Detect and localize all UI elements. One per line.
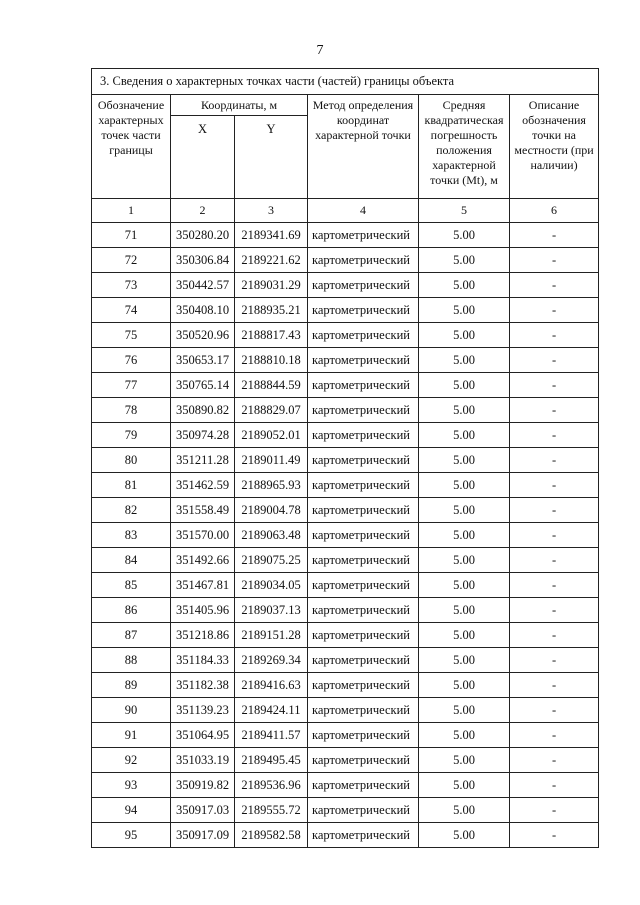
description-cell: -: [510, 323, 599, 348]
header-x: X: [171, 116, 235, 199]
table-row: [92, 523, 599, 548]
header-coordinates: Координаты, м: [171, 95, 308, 116]
x-coordinate-cell: 350408.10: [171, 298, 235, 323]
table-row: [92, 248, 599, 273]
header-y: Y: [235, 116, 308, 199]
y-coordinate-cell: 2188844.59: [235, 373, 308, 398]
error-cell: 5.00: [419, 498, 510, 523]
description-cell: -: [510, 623, 599, 648]
description-cell: -: [510, 273, 599, 298]
y-coordinate-cell: 2188810.18: [235, 348, 308, 373]
table-body: [92, 223, 599, 848]
y-coordinate-cell: 2189052.01: [235, 423, 308, 448]
table-row: [92, 673, 599, 698]
table-row: [92, 348, 599, 373]
method-cell: картометрический: [308, 548, 419, 573]
method-cell: картометрический: [308, 623, 419, 648]
description-cell: -: [510, 398, 599, 423]
x-coordinate-cell: 351139.23: [171, 698, 235, 723]
table-row: [92, 698, 599, 723]
header-row: [92, 95, 599, 116]
description-cell: -: [510, 698, 599, 723]
x-coordinate-cell: 350442.57: [171, 273, 235, 298]
table-row: [92, 798, 599, 823]
point-number-cell: 82: [92, 498, 171, 523]
y-coordinate-cell: 2188829.07: [235, 398, 308, 423]
table-row: [92, 448, 599, 473]
table-row: [92, 298, 599, 323]
column-number: 3: [235, 199, 308, 223]
point-number-cell: 86: [92, 598, 171, 623]
point-number-cell: 90: [92, 698, 171, 723]
point-number-cell: 76: [92, 348, 171, 373]
y-coordinate-cell: 2189075.25: [235, 548, 308, 573]
y-coordinate-cell: 2189424.11: [235, 698, 308, 723]
page-number: 7: [316, 43, 324, 58]
error-cell: 5.00: [419, 573, 510, 598]
point-number-cell: 75: [92, 323, 171, 348]
error-cell: 5.00: [419, 673, 510, 698]
header-point-designation: Обозначение характерных точек части границы: [92, 95, 171, 199]
method-cell: картометрический: [308, 473, 419, 498]
point-number-cell: 77: [92, 373, 171, 398]
description-cell: -: [510, 373, 599, 398]
description-cell: -: [510, 573, 599, 598]
point-number-cell: 78: [92, 398, 171, 423]
table-row: [92, 473, 599, 498]
error-cell: 5.00: [419, 698, 510, 723]
y-coordinate-cell: 2189416.63: [235, 673, 308, 698]
x-coordinate-cell: 351492.66: [171, 548, 235, 573]
description-cell: -: [510, 348, 599, 373]
y-coordinate-cell: 2189555.72: [235, 798, 308, 823]
error-cell: 5.00: [419, 223, 510, 248]
method-cell: картометрический: [308, 723, 419, 748]
point-number-cell: 81: [92, 473, 171, 498]
table-row: [92, 823, 599, 848]
column-number: 1: [92, 199, 171, 223]
x-coordinate-cell: 350280.20: [171, 223, 235, 248]
description-cell: -: [510, 773, 599, 798]
point-number-cell: 71: [92, 223, 171, 248]
method-cell: картометрический: [308, 598, 419, 623]
point-number-cell: 74: [92, 298, 171, 323]
method-cell: картометрический: [308, 523, 419, 548]
description-cell: -: [510, 223, 599, 248]
description-cell: -: [510, 798, 599, 823]
column-number: 6: [510, 199, 599, 223]
column-number: 2: [171, 199, 235, 223]
method-cell: картометрический: [308, 298, 419, 323]
x-coordinate-cell: 351467.81: [171, 573, 235, 598]
error-cell: 5.00: [419, 248, 510, 273]
description-cell: -: [510, 473, 599, 498]
error-cell: 5.00: [419, 798, 510, 823]
x-coordinate-cell: 351064.95: [171, 723, 235, 748]
method-cell: картометрический: [308, 773, 419, 798]
error-cell: 5.00: [419, 373, 510, 398]
table-row: [92, 548, 599, 573]
header-description: Описание обозначения точки на местности (при наличии): [510, 95, 599, 199]
x-coordinate-cell: 351462.59: [171, 473, 235, 498]
point-number-cell: 92: [92, 748, 171, 773]
description-cell: -: [510, 448, 599, 473]
error-cell: 5.00: [419, 598, 510, 623]
description-cell: -: [510, 598, 599, 623]
point-number-cell: 84: [92, 548, 171, 573]
x-coordinate-cell: 351405.96: [171, 598, 235, 623]
table-row: [92, 623, 599, 648]
section-title-row: [92, 69, 599, 95]
description-cell: -: [510, 423, 599, 448]
y-coordinate-cell: 2189151.28: [235, 623, 308, 648]
error-cell: 5.00: [419, 348, 510, 373]
y-coordinate-cell: 2189495.45: [235, 748, 308, 773]
method-cell: картометрический: [308, 573, 419, 598]
x-coordinate-cell: 351218.86: [171, 623, 235, 648]
method-cell: картометрический: [308, 498, 419, 523]
x-coordinate-cell: 350890.82: [171, 398, 235, 423]
point-number-cell: 89: [92, 673, 171, 698]
y-coordinate-cell: 2189411.57: [235, 723, 308, 748]
x-coordinate-cell: 350917.09: [171, 823, 235, 848]
table-row: [92, 648, 599, 673]
x-coordinate-cell: 350974.28: [171, 423, 235, 448]
y-coordinate-cell: 2189037.13: [235, 598, 308, 623]
table-row: [92, 723, 599, 748]
point-number-cell: 72: [92, 248, 171, 273]
table-row: [92, 748, 599, 773]
table-row: [92, 223, 599, 248]
y-coordinate-cell: 2189221.62: [235, 248, 308, 273]
error-cell: 5.00: [419, 473, 510, 498]
error-cell: 5.00: [419, 623, 510, 648]
error-cell: 5.00: [419, 273, 510, 298]
y-coordinate-cell: 2189536.96: [235, 773, 308, 798]
description-cell: -: [510, 248, 599, 273]
table-row: [92, 598, 599, 623]
description-cell: -: [510, 498, 599, 523]
y-coordinate-cell: 2189269.34: [235, 648, 308, 673]
y-coordinate-cell: 2189011.49: [235, 448, 308, 473]
table-row: [92, 423, 599, 448]
header-error: Средняя квадратическая погрешность положения характерной точки (Mt), м: [419, 95, 510, 199]
method-cell: картометрический: [308, 398, 419, 423]
point-number-cell: 95: [92, 823, 171, 848]
y-coordinate-cell: 2189004.78: [235, 498, 308, 523]
point-number-cell: 79: [92, 423, 171, 448]
column-number: 4: [308, 199, 419, 223]
description-cell: -: [510, 648, 599, 673]
point-number-cell: 91: [92, 723, 171, 748]
description-cell: -: [510, 523, 599, 548]
method-cell: картометрический: [308, 423, 419, 448]
table-row: [92, 273, 599, 298]
method-cell: картометрический: [308, 323, 419, 348]
description-cell: -: [510, 298, 599, 323]
point-number-cell: 88: [92, 648, 171, 673]
method-cell: картометрический: [308, 748, 419, 773]
method-cell: картометрический: [308, 673, 419, 698]
x-coordinate-cell: 350919.82: [171, 773, 235, 798]
point-number-cell: 93: [92, 773, 171, 798]
x-coordinate-cell: 351211.28: [171, 448, 235, 473]
table-row: [92, 323, 599, 348]
error-cell: 5.00: [419, 723, 510, 748]
boundary-points-table: [91, 68, 599, 848]
error-cell: 5.00: [419, 548, 510, 573]
description-cell: -: [510, 723, 599, 748]
method-cell: картометрический: [308, 273, 419, 298]
table-row: [92, 773, 599, 798]
method-cell: картометрический: [308, 223, 419, 248]
error-cell: 5.00: [419, 423, 510, 448]
y-coordinate-cell: 2188935.21: [235, 298, 308, 323]
x-coordinate-cell: 350653.17: [171, 348, 235, 373]
error-cell: 5.00: [419, 648, 510, 673]
table-row: [92, 498, 599, 523]
error-cell: 5.00: [419, 298, 510, 323]
method-cell: картометрический: [308, 373, 419, 398]
y-coordinate-cell: 2189034.05: [235, 573, 308, 598]
error-cell: 5.00: [419, 523, 510, 548]
error-cell: 5.00: [419, 448, 510, 473]
x-coordinate-cell: 351558.49: [171, 498, 235, 523]
x-coordinate-cell: 350520.96: [171, 323, 235, 348]
method-cell: картометрический: [308, 648, 419, 673]
description-cell: -: [510, 823, 599, 848]
point-number-cell: 87: [92, 623, 171, 648]
method-cell: картометрический: [308, 823, 419, 848]
x-coordinate-cell: 351033.19: [171, 748, 235, 773]
y-coordinate-cell: 2189031.29: [235, 273, 308, 298]
table-row: [92, 573, 599, 598]
x-coordinate-cell: 350306.84: [171, 248, 235, 273]
y-coordinate-cell: 2188965.93: [235, 473, 308, 498]
point-number-cell: 73: [92, 273, 171, 298]
point-number-cell: 85: [92, 573, 171, 598]
description-cell: -: [510, 673, 599, 698]
error-cell: 5.00: [419, 773, 510, 798]
header-method: Метод определения координат характерной точки: [308, 95, 419, 199]
point-number-cell: 94: [92, 798, 171, 823]
x-coordinate-cell: 351182.38: [171, 673, 235, 698]
method-cell: картометрический: [308, 798, 419, 823]
error-cell: 5.00: [419, 748, 510, 773]
column-number: 5: [419, 199, 510, 223]
method-cell: картометрический: [308, 698, 419, 723]
error-cell: 5.00: [419, 823, 510, 848]
x-coordinate-cell: 350917.03: [171, 798, 235, 823]
section-title: 3. Сведения о характерных точках части (частей) границы объекта: [92, 69, 599, 95]
table-row: [92, 373, 599, 398]
y-coordinate-cell: 2189341.69: [235, 223, 308, 248]
method-cell: картометрический: [308, 248, 419, 273]
method-cell: картометрический: [308, 448, 419, 473]
x-coordinate-cell: 351570.00: [171, 523, 235, 548]
description-cell: -: [510, 748, 599, 773]
point-number-cell: 83: [92, 523, 171, 548]
description-cell: -: [510, 548, 599, 573]
y-coordinate-cell: 2189063.48: [235, 523, 308, 548]
error-cell: 5.00: [419, 398, 510, 423]
table-row: [92, 398, 599, 423]
y-coordinate-cell: 2188817.43: [235, 323, 308, 348]
column-number-row: [92, 199, 599, 223]
method-cell: картометрический: [308, 348, 419, 373]
point-number-cell: 80: [92, 448, 171, 473]
x-coordinate-cell: 351184.33: [171, 648, 235, 673]
error-cell: 5.00: [419, 323, 510, 348]
y-coordinate-cell: 2189582.58: [235, 823, 308, 848]
x-coordinate-cell: 350765.14: [171, 373, 235, 398]
